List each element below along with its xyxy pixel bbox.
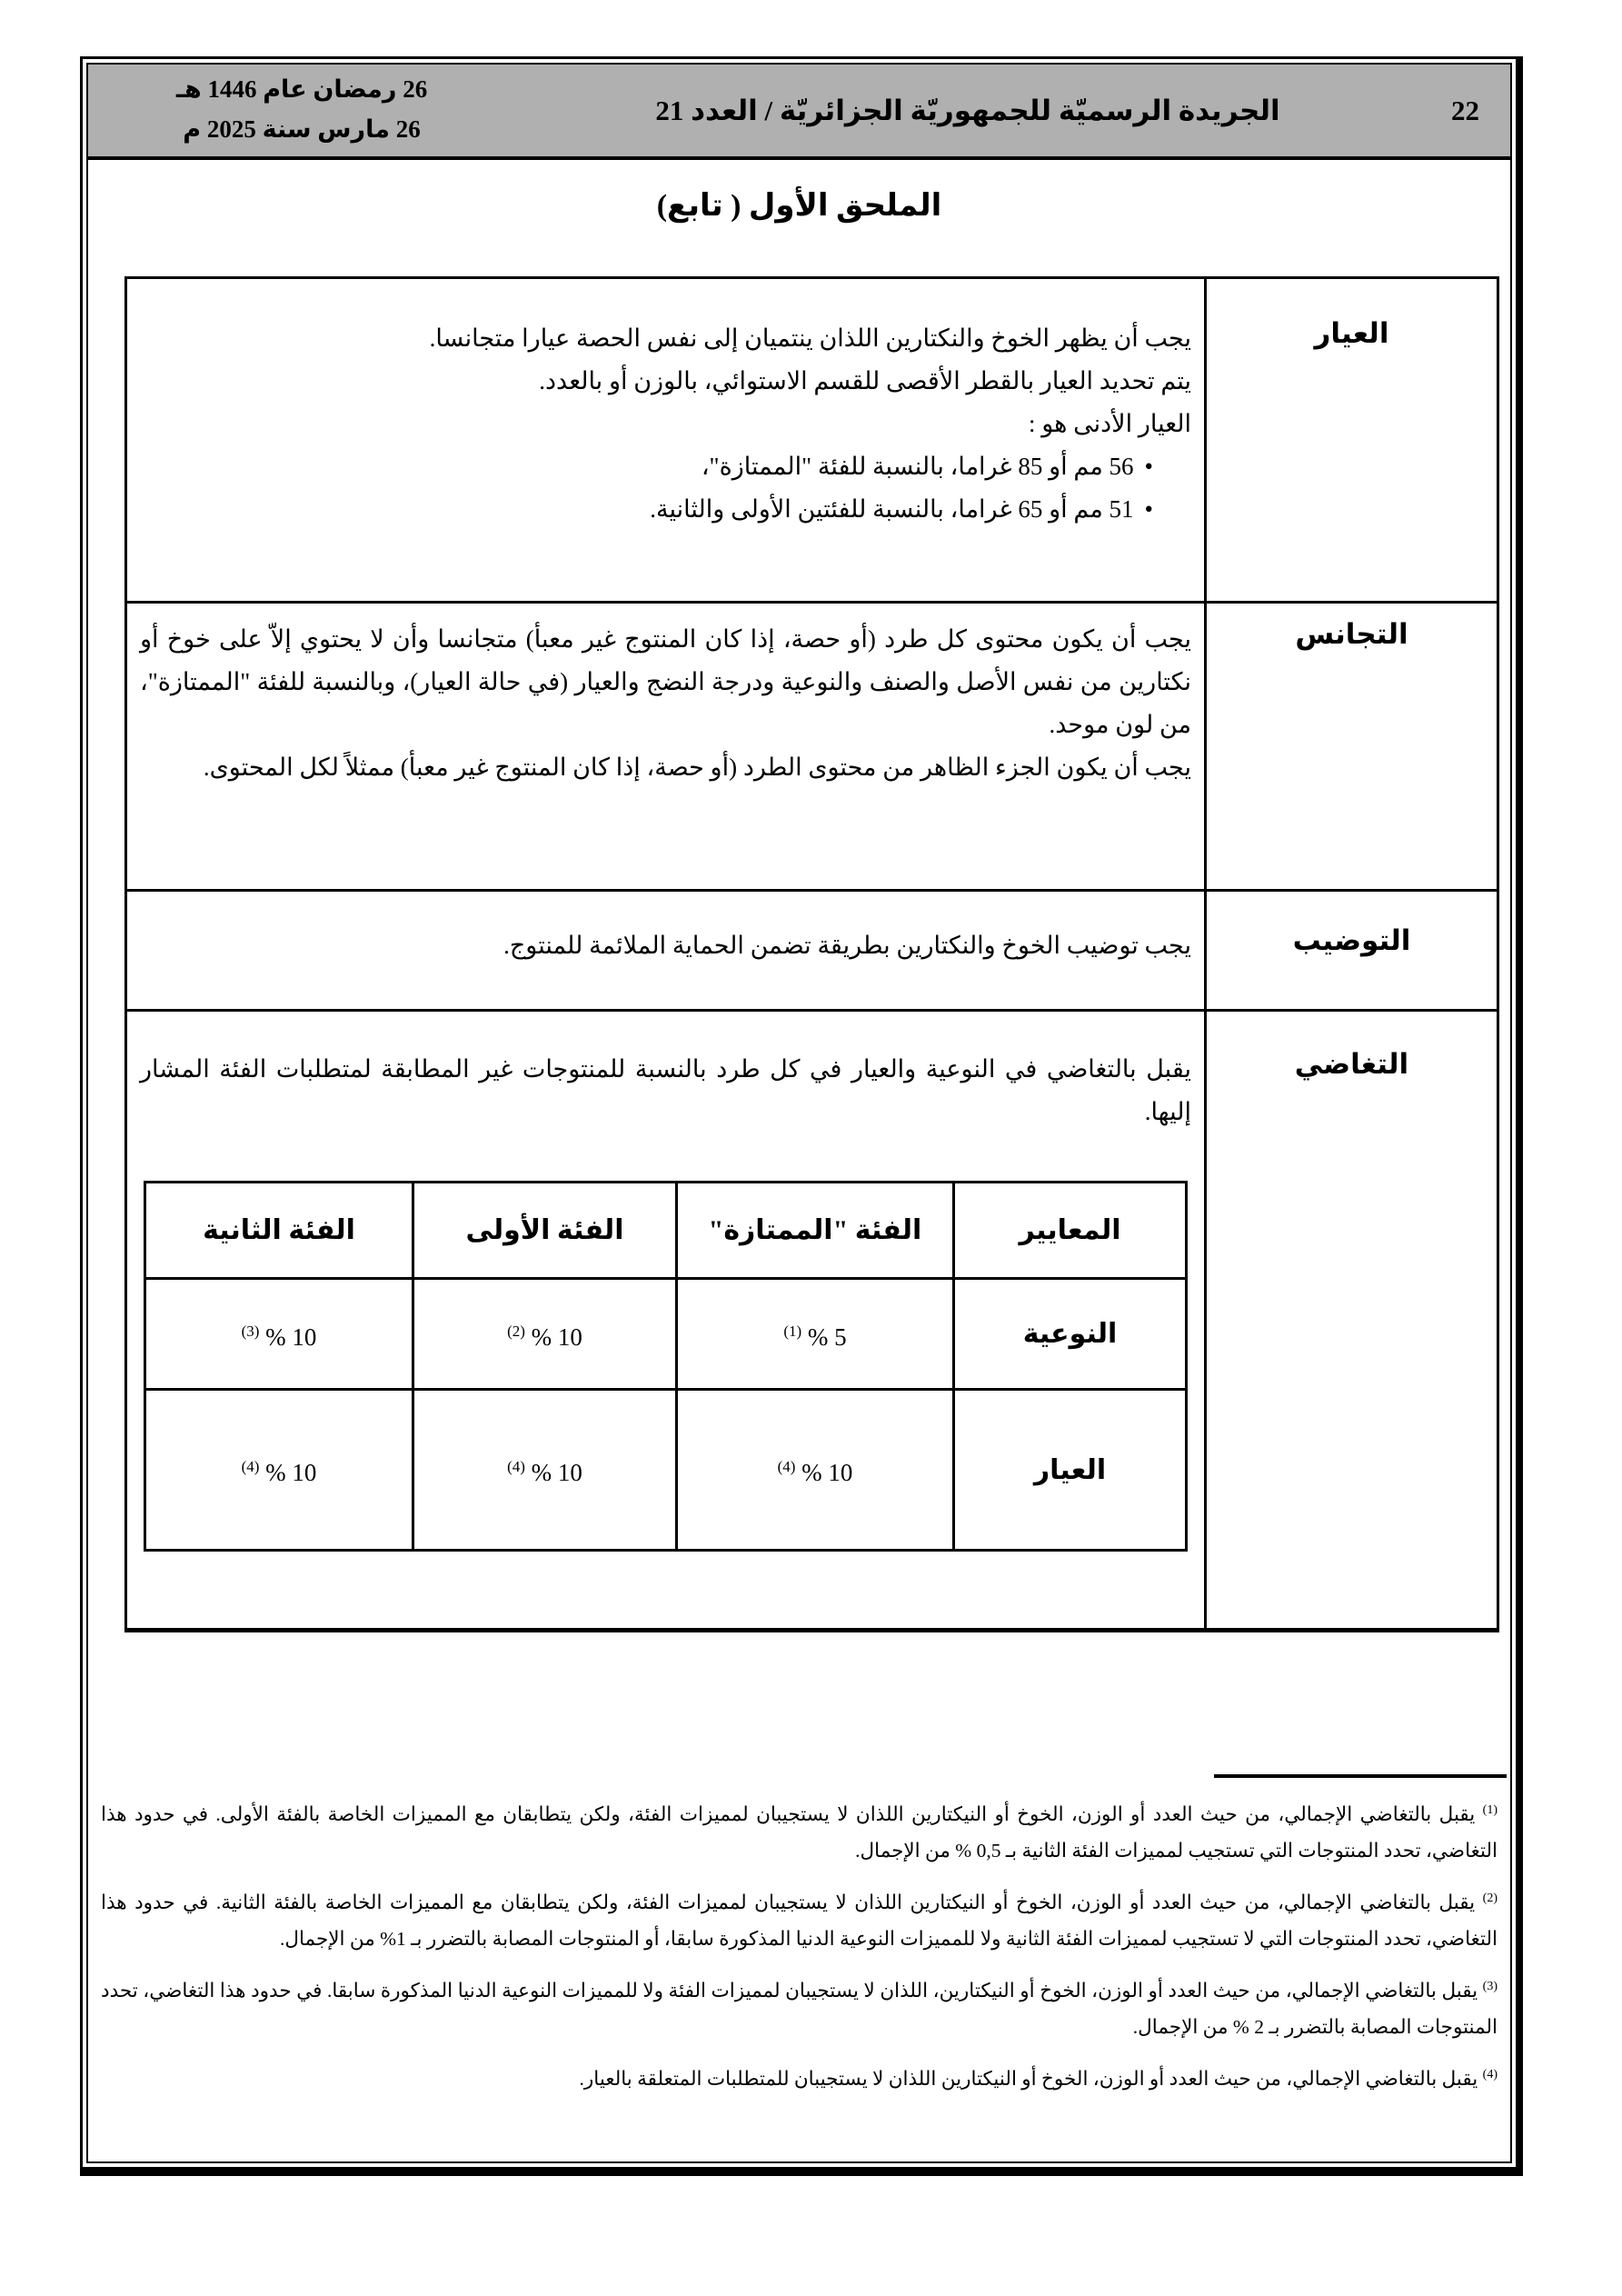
quality-row-label: النوعية bbox=[954, 1279, 1187, 1390]
tolerance-content bbox=[126, 1011, 1206, 1631]
caliber-first-value bbox=[413, 1390, 677, 1551]
footnote-ref: (4) bbox=[777, 1458, 796, 1475]
packaging-content bbox=[126, 891, 1206, 1011]
paragraph: يجب أن يظهر الخوخ والنكتارين اللذان ينتميان إلى نفس الحصة عيارا متجانسا. bbox=[429, 324, 1191, 352]
footnote-2 bbox=[101, 1881, 1498, 1957]
date-hijri: 26 رمضان عام 1446 هـ bbox=[175, 75, 428, 104]
value: % 10 bbox=[531, 1459, 582, 1486]
bullet-icon: • bbox=[1144, 495, 1153, 523]
journal-title: الجريدة الرسميّة للجمهوريّة الجزائريّة / العدد 21 bbox=[655, 94, 1280, 126]
tolerance-col-criteria: المعايير bbox=[954, 1183, 1187, 1279]
tolerance-row-caliber bbox=[145, 1390, 1187, 1551]
footnote-ref: (4) bbox=[241, 1458, 260, 1475]
bullet-line bbox=[140, 488, 1191, 531]
paragraph: يقبل بالتغاضي في النوعية والعيار في كل طرد بالنسبة للمنتوجات غير المطابقة لمتطلبات الفئة المشار إليها. bbox=[140, 1055, 1191, 1125]
tolerance-table-header-row bbox=[145, 1183, 1187, 1279]
tolerance-col-first-class: الفئة الأولى bbox=[413, 1183, 677, 1279]
footnote-3 bbox=[101, 1969, 1498, 2045]
caliber-row-label: العيار bbox=[954, 1390, 1187, 1551]
packaging-label: التوضيب bbox=[1206, 891, 1498, 1011]
value: % 10 bbox=[531, 1323, 582, 1351]
footnote-4 bbox=[101, 2057, 1498, 2097]
page-frame bbox=[80, 56, 1523, 2176]
footnote-separator bbox=[1214, 1774, 1507, 1778]
journal-header-bar bbox=[88, 65, 1510, 160]
tolerance-col-extra-class: الفئة "الممتازة" bbox=[677, 1183, 954, 1279]
bullet-text: 51 مم أو 65 غراما، بالنسبة للفئتين الأولى والثانية. bbox=[650, 495, 1134, 523]
spec-row-caliber bbox=[126, 278, 1498, 603]
caliber-content bbox=[126, 278, 1206, 603]
value: % 10 bbox=[265, 1323, 317, 1351]
paragraph: العيار الأدنى هو : bbox=[1028, 410, 1191, 437]
footnote-text: يقبل بالتغاضي الإجمالي، من حيث العدد أو الوزن، الخوخ أو النيكتارين اللذان لا يستجيبان لمميزات الفئة، ولكن يتطابقان مع المميزات الخاصة بالفئة الثانية. في حدود هذا التغاضي، تحدد المنتوجات التي لا تستجيب لمميزات الفئة الثانية ولا للمميزات النوعية الدنيا المذكورة سابقا، أو المنتوجات المصابة بالتضرر بـ 1% من الإجمال. bbox=[101, 1892, 1498, 1951]
annex-title: الملحق الأول ( تابع) bbox=[656, 189, 942, 223]
spec-row-packaging bbox=[126, 891, 1498, 1011]
quality-extra-value bbox=[677, 1279, 954, 1390]
footnote-ref: (1) bbox=[1482, 1803, 1498, 1817]
tolerance-row-quality bbox=[145, 1279, 1187, 1390]
footnote-ref: (3) bbox=[1482, 1980, 1498, 1994]
footnotes bbox=[88, 1792, 1510, 2098]
bullet-line bbox=[140, 445, 1191, 488]
quality-first-value bbox=[413, 1279, 677, 1390]
footnote-ref: (4) bbox=[1482, 2068, 1498, 2082]
homogeneity-label: التجانس bbox=[1206, 603, 1498, 891]
quality-second-value bbox=[145, 1279, 413, 1390]
tolerance-col-second-class: الفئة الثانية bbox=[145, 1183, 413, 1279]
date-block bbox=[88, 70, 515, 150]
footnote-ref: (3) bbox=[241, 1322, 260, 1340]
paragraph: يجب أن يكون محتوى كل طرد (أو حصة، إذا كان المنتوج غير معبأ) متجانسا وأن لا يحتوي إلاّ على خوخ أو نكتارين من نفس الأصل والصنف والنوعية ودرجة النضج والعيار (في حالة العيار)، وبالنسبة للفئة "الممتازة"، من لون موحد. bbox=[140, 625, 1191, 738]
value: % 10 bbox=[265, 1459, 317, 1486]
tolerance-table bbox=[144, 1181, 1188, 1552]
footnote-ref: (2) bbox=[507, 1322, 525, 1340]
tolerance-label: التغاضي bbox=[1206, 1011, 1498, 1631]
caliber-label: العيار bbox=[1206, 278, 1498, 603]
bullet-icon: • bbox=[1144, 453, 1153, 480]
value: % 10 bbox=[801, 1459, 853, 1486]
page-number: 22 bbox=[1451, 94, 1479, 126]
spec-table bbox=[124, 276, 1499, 1632]
bullet-text: 56 مم أو 85 غراما، بالنسبة للفئة "الممتازة"، bbox=[701, 453, 1134, 480]
homogeneity-content bbox=[126, 603, 1206, 891]
date-gregorian: 26 مارس سنة 2025 م bbox=[183, 115, 421, 143]
spec-row-homogeneity bbox=[126, 603, 1498, 891]
page-frame-inner bbox=[86, 63, 1512, 2163]
caliber-second-value bbox=[145, 1390, 413, 1551]
footnote-text: يقبل بالتغاضي الإجمالي، من حيث العدد أو الوزن، الخوخ أو النيكتارين اللذان لا يستجيبان لمميزات الفئة، ولكن يتطابقان مع المميزات الخاصة بالفئة الأولى. في حدود هذا التغاضي، تحدد المنتوجات التي تستجيب لمميزات الفئة الثانية بـ 0,5 % من الإجمال. bbox=[101, 1803, 1498, 1862]
caliber-extra-value bbox=[677, 1390, 954, 1551]
value: % 5 bbox=[807, 1323, 847, 1351]
spec-row-tolerance bbox=[126, 1011, 1498, 1631]
paragraph: يجب توضيب الخوخ والنكتارين بطريقة تضمن الحماية الملائمة للمنتوج. bbox=[503, 932, 1191, 959]
footnote-text: يقبل بالتغاضي الإجمالي، من حيث العدد أو الوزن، الخوخ أو النيكتارين، اللذان لا يستجيبان لمميزات الفئة ولا للمميزات النوعية الدنيا المذكورة سابقا. في حدود هذا التغاضي، تحدد المنتوجات المصابة بالتضرر بـ 2 % من الإجمال. bbox=[101, 1980, 1498, 2039]
footnote-1 bbox=[101, 1792, 1498, 1869]
footnote-ref: (2) bbox=[1482, 1892, 1498, 1906]
footnote-ref: (4) bbox=[507, 1458, 525, 1475]
paragraph: يتم تحديد العيار بالقطر الأقصى للقسم الاستوائي، بالوزن أو بالعدد. bbox=[539, 367, 1191, 394]
footnote-text: يقبل بالتغاضي الإجمالي، من حيث العدد أو الوزن، الخوخ أو النيكتارين اللذان لا يستجيبان للمتطلبات المتعلقة بالعيار. bbox=[579, 2068, 1478, 2091]
paragraph: يجب أن يكون الجزء الظاهر من محتوى الطرد (أو حصة، إذا كان المنتوج غير معبأ) ممثلاً لكل المحتوى. bbox=[203, 754, 1191, 781]
footnote-ref: (1) bbox=[783, 1322, 802, 1340]
